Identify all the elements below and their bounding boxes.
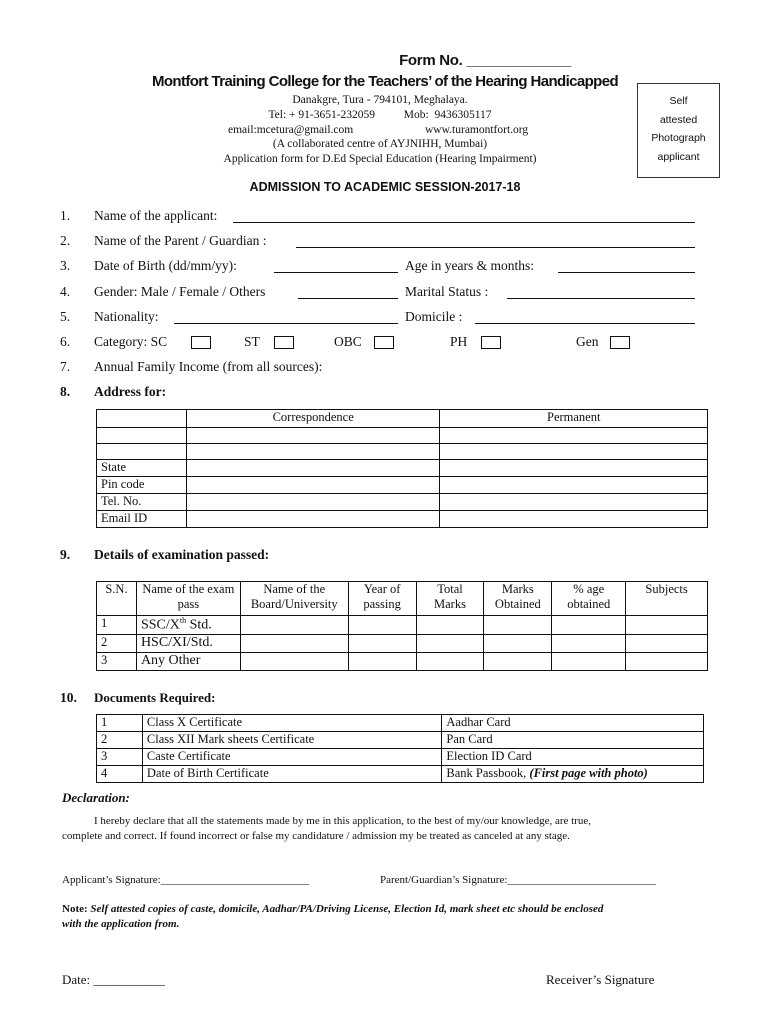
q2-label: Name of the Parent / Guardian : xyxy=(94,233,267,248)
exam-name-cell: HSC/XI/Std. xyxy=(136,634,240,652)
guardian-signature[interactable]: Parent/Guardian’s Signature:___________________________ xyxy=(380,874,656,886)
ph-label: PH xyxy=(450,334,468,349)
photo-line-4: applicant xyxy=(657,150,700,163)
st-checkbox[interactable] xyxy=(274,336,294,349)
documents-table xyxy=(96,714,704,783)
tel-label: Tel. No. xyxy=(97,494,187,511)
obtained-cell[interactable] xyxy=(484,616,552,635)
doc-right: Election ID Card xyxy=(442,749,704,766)
board-cell[interactable] xyxy=(240,634,348,652)
photo-box xyxy=(637,83,720,178)
correspondence-state[interactable] xyxy=(186,460,440,477)
table-row xyxy=(97,715,704,732)
q10-label: Documents Required: xyxy=(94,690,216,705)
correspondence-email[interactable] xyxy=(186,511,440,528)
exam-name-cell xyxy=(136,616,240,635)
domicile-field[interactable] xyxy=(475,323,695,324)
note-line-1 xyxy=(62,903,603,915)
q4-number: 4. xyxy=(60,284,71,299)
college-name: Montfort Training College for the Teachers’ of the Hearing Handicapped xyxy=(151,73,619,90)
college-website: www.turamontfort.org xyxy=(425,124,529,136)
address-table xyxy=(96,409,708,528)
row-sn: 3 xyxy=(97,652,137,670)
table-row xyxy=(97,652,708,670)
marital-label: Marital Status : xyxy=(405,284,489,299)
table-row xyxy=(97,616,708,635)
doc-right: Bank Passbook, xyxy=(446,766,530,780)
doc-left: Class X Certificate xyxy=(142,715,441,732)
total-marks-header: Total Marks xyxy=(416,582,484,616)
doc-left: Class XII Mark sheets Certificate xyxy=(142,732,441,749)
q6-label: Category: SC xyxy=(94,334,168,349)
pincode-label: Pin code xyxy=(97,477,187,494)
table-row xyxy=(97,732,704,749)
session-title: ADMISSION TO ACADEMIC SESSION-2017-18 xyxy=(249,180,521,194)
permanent-email[interactable] xyxy=(440,511,708,528)
age-field[interactable] xyxy=(558,272,695,273)
doc-num: 3 xyxy=(97,749,143,766)
percent-cell[interactable] xyxy=(552,616,626,635)
subjects-cell[interactable] xyxy=(626,634,708,652)
collab-note: (A collaborated centre of AYJNIHH, Mumbai) xyxy=(272,138,488,150)
q5-label: Nationality: xyxy=(94,309,159,324)
domicile-label: Domicile : xyxy=(405,309,463,324)
table-row xyxy=(97,634,708,652)
total-cell[interactable] xyxy=(416,634,484,652)
college-email: email:mcetura@gmail.com xyxy=(228,124,354,136)
photo-line-1: Self xyxy=(669,95,688,107)
gen-checkbox[interactable] xyxy=(610,336,630,349)
board-header: Name of the Board/University xyxy=(240,582,348,616)
q3-label: Date of Birth (dd/mm/yy): xyxy=(94,258,237,273)
email-label: Email ID xyxy=(97,511,187,528)
percent-header: % age obtained xyxy=(552,582,626,616)
percent-cell[interactable] xyxy=(552,634,626,652)
obtained-cell[interactable] xyxy=(484,652,552,670)
q1-label: Name of the applicant: xyxy=(94,208,218,223)
subjects-cell[interactable] xyxy=(626,616,708,635)
doc-num: 1 xyxy=(97,715,143,732)
correspondence-header: Correspondence xyxy=(186,410,440,428)
address-label-cell xyxy=(97,428,187,444)
subjects-header: Subjects xyxy=(626,582,708,616)
year-cell[interactable] xyxy=(348,652,416,670)
permanent-tel[interactable] xyxy=(440,494,708,511)
st-label: ST xyxy=(244,334,260,349)
declaration-line-1: I hereby declare that all the statements made by me in this application, to the best of my/our knowledge, are true, xyxy=(94,815,591,827)
marital-field[interactable] xyxy=(507,298,695,299)
college-contact: Tel: + 91-3651-232059 Mob: 9436305117 xyxy=(268,109,492,121)
permanent-cell[interactable] xyxy=(440,444,708,460)
q8-number: 8. xyxy=(60,384,71,399)
receiver-signature: Receiver’s Signature xyxy=(546,972,655,987)
exam-table xyxy=(96,581,708,671)
form-number: Form No. _____________ xyxy=(399,52,571,69)
exam-name-sup: th xyxy=(179,616,187,625)
permanent-header: Permanent xyxy=(440,410,708,428)
photo-line-3: Photograph xyxy=(651,132,706,144)
q9-label: Details of examination passed: xyxy=(94,547,270,562)
obc-checkbox[interactable] xyxy=(374,336,394,349)
total-cell[interactable] xyxy=(416,652,484,670)
sc-checkbox[interactable] xyxy=(191,336,211,349)
q8-label: Address for: xyxy=(94,384,167,399)
doc-left: Caste Certificate xyxy=(142,749,441,766)
q9-number: 9. xyxy=(60,547,71,562)
correspondence-pincode[interactable] xyxy=(186,477,440,494)
applicant-signature[interactable]: Applicant’s Signature:___________________________ xyxy=(62,874,310,886)
gender-field[interactable] xyxy=(298,298,398,299)
board-cell[interactable] xyxy=(240,616,348,635)
doc-right-cell xyxy=(442,766,704,783)
row-sn: 1 xyxy=(97,616,137,635)
ph-checkbox[interactable] xyxy=(481,336,501,349)
year-cell[interactable] xyxy=(348,616,416,635)
table-row xyxy=(97,749,704,766)
note-label: Note: xyxy=(62,903,88,915)
percent-cell[interactable] xyxy=(552,652,626,670)
obc-label: OBC xyxy=(334,334,362,349)
applicant-name-field[interactable] xyxy=(233,222,695,223)
exam-name-tail: Std. xyxy=(186,617,212,633)
nationality-field[interactable] xyxy=(174,323,398,324)
q4-label: Gender: Male / Female / Others xyxy=(94,284,266,299)
note-line-2: with the application from. xyxy=(62,918,180,930)
exam-name-text: SSC/X xyxy=(140,617,180,633)
gen-label: Gen xyxy=(576,334,599,349)
doc-num: 4 xyxy=(97,766,143,783)
correspondence-cell[interactable] xyxy=(186,428,440,444)
photo-line-2: attested xyxy=(659,113,698,126)
marks-obtained-header: Marks Obtained xyxy=(484,582,552,616)
total-cell[interactable] xyxy=(416,616,484,635)
q5-number: 5. xyxy=(60,309,71,324)
row-sn: 2 xyxy=(97,634,137,652)
correspondence-tel[interactable] xyxy=(186,494,440,511)
q3-number: 3. xyxy=(60,258,71,273)
doc-right-emphasis: (First page with photo) xyxy=(529,766,648,780)
note-text: Self attested copies of caste, domicile, Aadhar/PA/Driving License, Election Id, mark sheet etc should be enclosed xyxy=(87,903,604,915)
q1-number: 1. xyxy=(60,208,71,223)
form-purpose: Application form for D.Ed Special Education (Hearing Impairment) xyxy=(223,153,537,165)
table-row xyxy=(97,766,704,783)
board-cell[interactable] xyxy=(240,652,348,670)
year-header: Year of passing xyxy=(348,582,416,616)
age-label: Age in years & months: xyxy=(405,258,534,273)
sn-header: S.N. xyxy=(97,582,137,616)
doc-left: Date of Birth Certificate xyxy=(142,766,441,783)
year-cell[interactable] xyxy=(348,634,416,652)
exam-name-header: Name of the exam pass xyxy=(136,582,240,616)
declaration-line-2: complete and correct. If found incorrect or false my candidature / admission my be treated as canceled at any stage. xyxy=(62,830,570,842)
dob-field[interactable] xyxy=(274,272,398,273)
obtained-cell[interactable] xyxy=(484,634,552,652)
doc-num: 2 xyxy=(97,732,143,749)
permanent-state[interactable] xyxy=(440,460,708,477)
doc-right: Pan Card xyxy=(442,732,704,749)
doc-right: Aadhar Card xyxy=(442,715,704,732)
exam-name-cell: Any Other xyxy=(136,652,240,670)
address-label-cell xyxy=(97,444,187,460)
q7-label: Annual Family Income (from all sources): xyxy=(94,359,323,374)
address-header-blank xyxy=(97,410,187,428)
guardian-name-field[interactable] xyxy=(296,247,695,248)
q6-number: 6. xyxy=(60,334,71,349)
q2-number: 2. xyxy=(60,233,71,248)
permanent-pincode[interactable] xyxy=(440,477,708,494)
subjects-cell[interactable] xyxy=(626,652,708,670)
permanent-cell[interactable] xyxy=(440,428,708,444)
date-field[interactable]: Date: ___________ xyxy=(62,972,165,987)
q10-number: 10. xyxy=(60,690,77,705)
college-address: Danakgre, Tura - 794101, Meghalaya. xyxy=(292,94,468,106)
q7-number: 7. xyxy=(60,359,71,374)
correspondence-cell[interactable] xyxy=(186,444,440,460)
declaration-title: Declaration: xyxy=(62,790,130,805)
state-label: State xyxy=(97,460,187,477)
